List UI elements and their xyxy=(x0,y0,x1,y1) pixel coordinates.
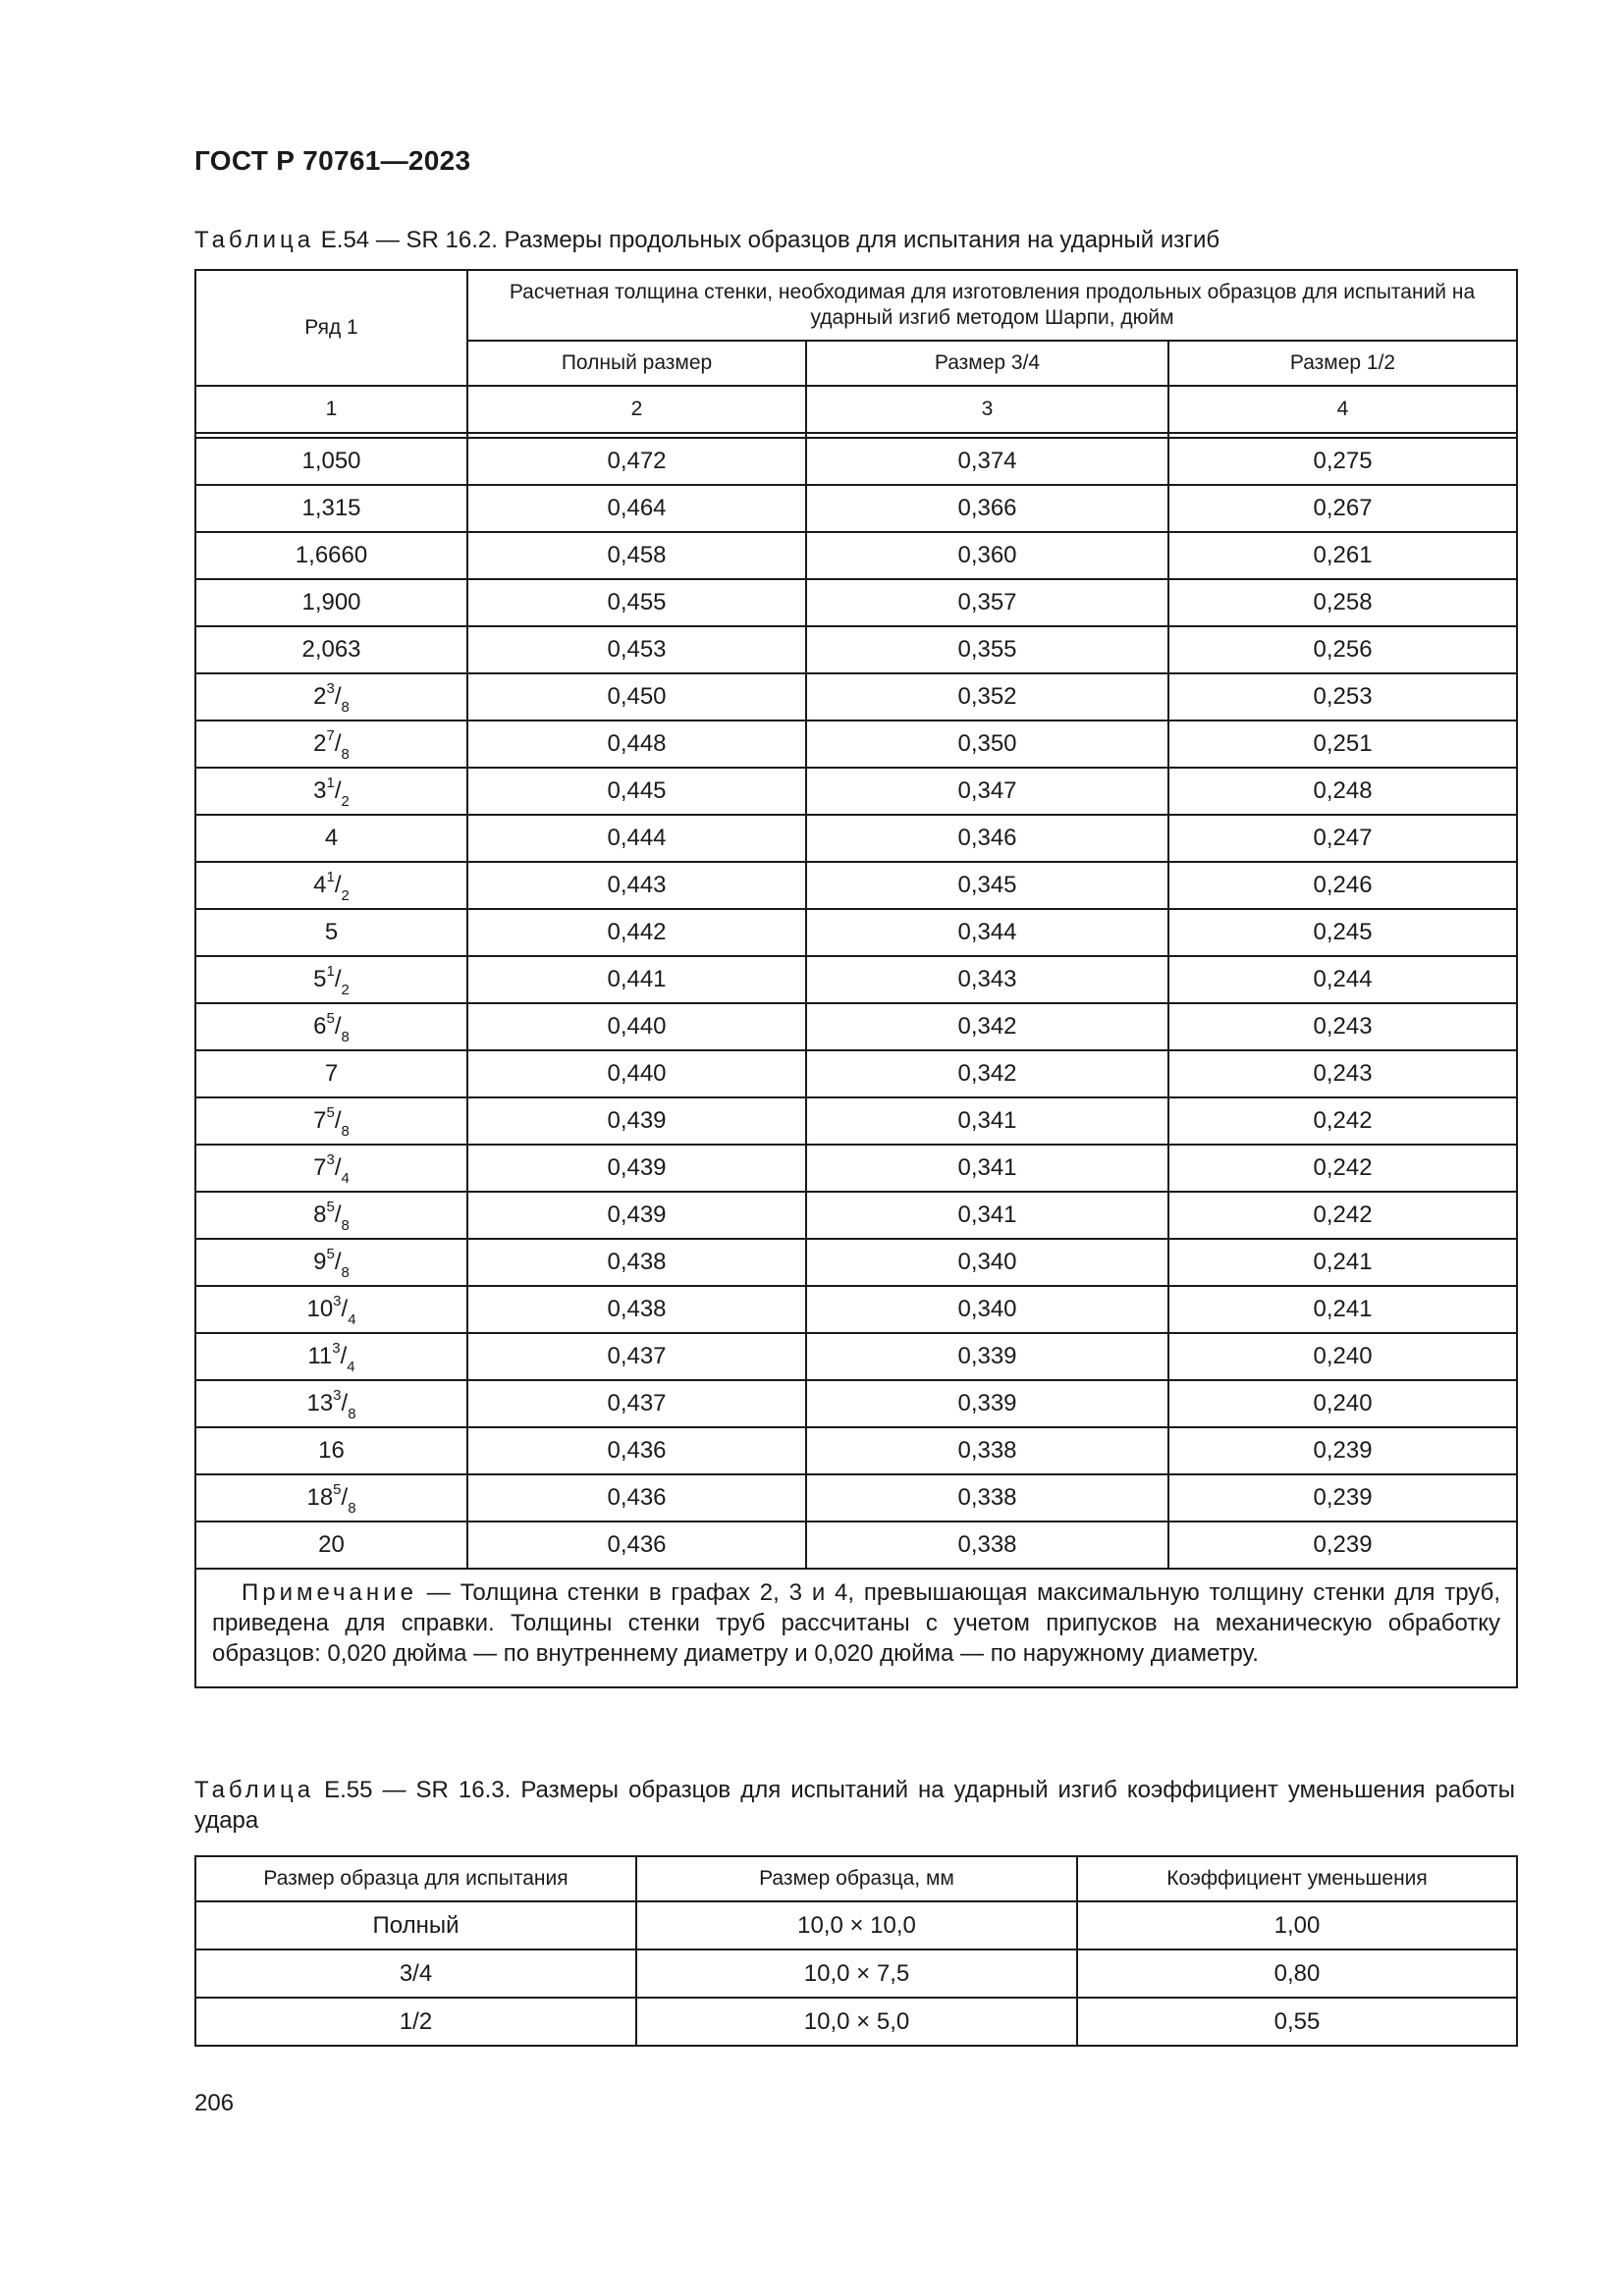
table-row xyxy=(195,1998,1517,2046)
table2-header: Размер образца, мм xyxy=(636,1856,1077,1901)
row-size-cell xyxy=(195,1286,467,1333)
cell-three-quarter: 0,346 xyxy=(806,815,1168,862)
cell-half: 0,275 xyxy=(1168,438,1517,485)
cell-full: 0,437 xyxy=(467,1333,806,1380)
row-size-whole: 1,315 xyxy=(301,495,361,521)
cell-three-quarter: 0,341 xyxy=(806,1145,1168,1192)
cell-three-quarter: 0,360 xyxy=(806,532,1168,579)
cell-full: 0,472 xyxy=(467,438,806,485)
row-size-whole: 4 xyxy=(313,872,327,898)
table1-note-text: — Толщина стенки в графах 2, 3 и 4, превышающая максимальную толщину стенки для труб, приведена для справки. Толщины стенки труб рассчитаны с учетом припусков на механическую обработку образцов: 0,020 дюйма — по внутреннему диаметру и 0,020 дюйма — по наружному диаметру. xyxy=(212,1579,1501,1667)
cell-three-quarter: 0,342 xyxy=(806,1050,1168,1097)
row-size-cell xyxy=(195,909,467,956)
row-size-numerator: 3 xyxy=(326,680,335,697)
cell-full: 0,445 xyxy=(467,768,806,815)
row-size-whole: 18 xyxy=(306,1484,334,1511)
cell-full: 0,436 xyxy=(467,1474,806,1522)
row-size-denominator: 8 xyxy=(341,1217,350,1234)
table1-subheader-full: Полный размер xyxy=(467,341,806,386)
fraction-slash: / xyxy=(334,1154,342,1181)
cell-half: 0,239 xyxy=(1168,1427,1517,1474)
row-size-numerator: 3 xyxy=(326,1151,335,1168)
cell-three-quarter: 0,338 xyxy=(806,1474,1168,1522)
table-row xyxy=(195,626,1517,673)
cell-full: 0,453 xyxy=(467,626,806,673)
cell-half: 0,267 xyxy=(1168,485,1517,532)
row-size-cell xyxy=(195,438,467,485)
cell-half: 0,240 xyxy=(1168,1380,1517,1427)
row-size-denominator: 2 xyxy=(341,793,350,810)
table2-caption-prefix: Таблица xyxy=(194,1777,315,1803)
table-row xyxy=(195,1239,1517,1286)
table1-subheader-three-quarter: Размер 3/4 xyxy=(806,341,1168,386)
cell-full: 0,437 xyxy=(467,1380,806,1427)
row-size-numerator: 1 xyxy=(326,963,335,980)
table-row xyxy=(195,1380,1517,1427)
cell-full: 0,464 xyxy=(467,485,806,532)
table2-body xyxy=(195,1901,1517,2046)
cell-half: 0,239 xyxy=(1168,1522,1517,1569)
table-row xyxy=(195,579,1517,626)
row-size-whole: 1,050 xyxy=(301,448,361,474)
table-row xyxy=(195,1333,1517,1380)
row-size-whole: 9 xyxy=(313,1249,327,1275)
cell-three-quarter: 0,338 xyxy=(806,1522,1168,1569)
fraction-slash: / xyxy=(341,1390,349,1416)
cell-half: 0,253 xyxy=(1168,673,1517,721)
table1-row-header: Ряд 1 xyxy=(195,270,467,386)
row-size-whole: 3 xyxy=(313,777,327,804)
cell-full: 0,442 xyxy=(467,909,806,956)
row-size-whole: 7 xyxy=(313,1154,327,1181)
table1-caption xyxy=(194,225,1510,255)
row-size-whole: 6 xyxy=(313,1013,327,1040)
cell-full: 0,439 xyxy=(467,1145,806,1192)
row-size-numerator: 5 xyxy=(326,1104,335,1121)
row-size-cell xyxy=(195,1474,467,1522)
table-row xyxy=(195,1003,1517,1050)
row-size-whole: 7 xyxy=(313,1107,327,1134)
table2-header: Коэффициент уменьшения xyxy=(1077,1856,1517,1901)
cell-three-quarter: 0,345 xyxy=(806,862,1168,909)
row-size-whole: 4 xyxy=(324,825,339,851)
cell-full: 0,455 xyxy=(467,579,806,626)
cell-half: 0,241 xyxy=(1168,1239,1517,1286)
fraction-slash: / xyxy=(334,966,342,992)
fraction-slash: / xyxy=(334,1249,342,1275)
row-size-numerator: 7 xyxy=(326,727,335,744)
table1-column-number: 2 xyxy=(467,386,806,433)
table-row xyxy=(195,815,1517,862)
row-size-numerator: 3 xyxy=(333,1293,342,1309)
table-row xyxy=(195,1145,1517,1192)
fraction-slash: / xyxy=(334,1013,342,1040)
cell-half: 0,243 xyxy=(1168,1050,1517,1097)
row-size-numerator: 1 xyxy=(326,774,335,791)
row-size-denominator: 8 xyxy=(348,1406,356,1422)
table2-header: Размер образца для испытания xyxy=(195,1856,636,1901)
cell-full: 0,458 xyxy=(467,532,806,579)
table1-caption-prefix: Таблица xyxy=(194,227,315,253)
row-size-cell xyxy=(195,1427,467,1474)
table2-cell: 0,80 xyxy=(1077,1949,1517,1998)
row-size-cell xyxy=(195,1239,467,1286)
cell-three-quarter: 0,344 xyxy=(806,909,1168,956)
row-size-denominator: 8 xyxy=(341,699,350,716)
row-size-whole: 10 xyxy=(306,1296,334,1322)
table-row xyxy=(195,1427,1517,1474)
table-row xyxy=(195,1192,1517,1239)
row-size-numerator: 5 xyxy=(333,1481,342,1498)
row-size-whole: 11 xyxy=(307,1343,333,1369)
cell-half: 0,245 xyxy=(1168,909,1517,956)
row-size-cell xyxy=(195,1192,467,1239)
row-size-cell xyxy=(195,1003,467,1050)
table-row xyxy=(195,862,1517,909)
table2-caption xyxy=(194,1775,1515,1836)
row-size-cell xyxy=(195,956,467,1003)
cell-half: 0,242 xyxy=(1168,1192,1517,1239)
row-size-numerator: 1 xyxy=(326,869,335,885)
table1-note-label: Примечание xyxy=(242,1579,417,1606)
row-size-denominator: 4 xyxy=(341,1170,350,1187)
table1-body xyxy=(195,438,1517,1569)
cell-three-quarter: 0,366 xyxy=(806,485,1168,532)
cell-full: 0,441 xyxy=(467,956,806,1003)
cell-full: 0,436 xyxy=(467,1427,806,1474)
cell-half: 0,242 xyxy=(1168,1145,1517,1192)
table1-column-number: 4 xyxy=(1168,386,1517,433)
table2-cell: 10,0 × 10,0 xyxy=(636,1901,1077,1949)
row-size-cell xyxy=(195,815,467,862)
cell-three-quarter: 0,338 xyxy=(806,1427,1168,1474)
cell-three-quarter: 0,340 xyxy=(806,1286,1168,1333)
cell-half: 0,244 xyxy=(1168,956,1517,1003)
cell-three-quarter: 0,347 xyxy=(806,768,1168,815)
table-row xyxy=(195,1050,1517,1097)
row-size-cell xyxy=(195,485,467,532)
row-size-cell xyxy=(195,532,467,579)
cell-full: 0,450 xyxy=(467,673,806,721)
table2-caption-text: Е.55 — SR 16.3. Размеры образцов для испытаний на ударный изгиб коэффициент уменьшения работы удара xyxy=(194,1777,1515,1834)
fraction-slash: / xyxy=(341,1484,349,1511)
row-size-whole: 1,900 xyxy=(301,589,361,615)
fraction-slash: / xyxy=(334,872,342,898)
row-size-whole: 20 xyxy=(318,1531,345,1558)
cell-full: 0,438 xyxy=(467,1239,806,1286)
row-size-denominator: 8 xyxy=(341,1029,350,1045)
cell-full: 0,448 xyxy=(467,721,806,768)
row-size-cell xyxy=(195,1522,467,1569)
cell-three-quarter: 0,341 xyxy=(806,1097,1168,1145)
row-size-whole: 13 xyxy=(306,1390,334,1416)
row-size-denominator: 4 xyxy=(348,1311,356,1328)
row-size-cell xyxy=(195,673,467,721)
page-number: 206 xyxy=(194,2090,235,2116)
row-size-whole: 16 xyxy=(318,1437,345,1464)
table1-subheader-half: Размер 1/2 xyxy=(1168,341,1517,386)
cell-full: 0,436 xyxy=(467,1522,806,1569)
table2-cell: 10,0 × 5,0 xyxy=(636,1998,1077,2046)
table2-cell: Полный xyxy=(195,1901,636,1949)
table2-cell: 1,00 xyxy=(1077,1901,1517,1949)
row-size-cell xyxy=(195,1097,467,1145)
table1-group-header: Расчетная толщина стенки, необходимая для изготовления продольных образцов для испытаний на ударный изгиб методом Шарпи, дюйм xyxy=(467,270,1517,341)
cell-three-quarter: 0,341 xyxy=(806,1192,1168,1239)
table1-note xyxy=(195,1569,1517,1687)
cell-three-quarter: 0,352 xyxy=(806,673,1168,721)
table-row xyxy=(195,956,1517,1003)
fraction-slash: / xyxy=(334,777,342,804)
row-size-cell xyxy=(195,768,467,815)
row-size-whole: 1,6660 xyxy=(295,542,368,568)
table2-cell: 3/4 xyxy=(195,1949,636,1998)
table-row xyxy=(195,1474,1517,1522)
cell-half: 0,239 xyxy=(1168,1474,1517,1522)
table1-caption-text: Е.54 — SR 16.2. Размеры продольных образцов для испытания на ударный изгиб xyxy=(314,227,1220,253)
row-size-cell xyxy=(195,579,467,626)
row-size-cell xyxy=(195,1050,467,1097)
row-size-whole: 8 xyxy=(313,1201,327,1228)
row-size-cell xyxy=(195,721,467,768)
table-row xyxy=(195,1522,1517,1569)
row-size-denominator: 8 xyxy=(348,1500,356,1517)
table2-cell: 1/2 xyxy=(195,1998,636,2046)
cell-half: 0,240 xyxy=(1168,1333,1517,1380)
row-size-numerator: 5 xyxy=(326,1010,335,1027)
row-size-whole: 5 xyxy=(313,966,327,992)
cell-half: 0,241 xyxy=(1168,1286,1517,1333)
table-row xyxy=(195,1097,1517,1145)
table-row xyxy=(195,438,1517,485)
fraction-slash: / xyxy=(334,1107,342,1134)
row-size-cell xyxy=(195,1145,467,1192)
row-size-whole: 7 xyxy=(324,1060,339,1087)
cell-full: 0,440 xyxy=(467,1050,806,1097)
table-row xyxy=(195,485,1517,532)
cell-half: 0,246 xyxy=(1168,862,1517,909)
row-size-cell xyxy=(195,1333,467,1380)
row-size-denominator: 8 xyxy=(341,1264,350,1281)
cell-three-quarter: 0,340 xyxy=(806,1239,1168,1286)
table1-column-number: 3 xyxy=(806,386,1168,433)
cell-three-quarter: 0,350 xyxy=(806,721,1168,768)
cell-full: 0,439 xyxy=(467,1192,806,1239)
row-size-denominator: 4 xyxy=(347,1359,355,1375)
row-size-whole: 2 xyxy=(313,730,327,757)
fraction-slash: / xyxy=(340,1343,348,1369)
cell-three-quarter: 0,342 xyxy=(806,1003,1168,1050)
row-size-numerator: 3 xyxy=(332,1340,341,1357)
row-size-whole: 5 xyxy=(324,919,339,945)
table-row xyxy=(195,768,1517,815)
fraction-slash: / xyxy=(341,1296,349,1322)
table1 xyxy=(194,269,1518,1688)
row-size-cell xyxy=(195,626,467,673)
table-row xyxy=(195,721,1517,768)
cell-half: 0,258 xyxy=(1168,579,1517,626)
document-header: ГОСТ Р 70761—2023 xyxy=(194,145,471,176)
table-row xyxy=(195,532,1517,579)
cell-three-quarter: 0,357 xyxy=(806,579,1168,626)
table2 xyxy=(194,1855,1518,2047)
row-size-denominator: 8 xyxy=(341,746,350,763)
cell-half: 0,242 xyxy=(1168,1097,1517,1145)
table-row xyxy=(195,1286,1517,1333)
table-row xyxy=(195,673,1517,721)
cell-half: 0,251 xyxy=(1168,721,1517,768)
cell-three-quarter: 0,374 xyxy=(806,438,1168,485)
cell-half: 0,256 xyxy=(1168,626,1517,673)
fraction-slash: / xyxy=(334,1201,342,1228)
row-size-numerator: 3 xyxy=(333,1387,342,1404)
cell-three-quarter: 0,339 xyxy=(806,1380,1168,1427)
cell-full: 0,444 xyxy=(467,815,806,862)
cell-full: 0,443 xyxy=(467,862,806,909)
row-size-whole: 2 xyxy=(313,683,327,710)
table2-cell: 10,0 × 7,5 xyxy=(636,1949,1077,1998)
cell-half: 0,243 xyxy=(1168,1003,1517,1050)
cell-three-quarter: 0,339 xyxy=(806,1333,1168,1380)
table-row xyxy=(195,1949,1517,1998)
row-size-numerator: 5 xyxy=(326,1199,335,1215)
cell-half: 0,247 xyxy=(1168,815,1517,862)
fraction-slash: / xyxy=(334,730,342,757)
cell-three-quarter: 0,355 xyxy=(806,626,1168,673)
row-size-cell xyxy=(195,862,467,909)
cell-full: 0,438 xyxy=(467,1286,806,1333)
table-row xyxy=(195,909,1517,956)
table2-cell: 0,55 xyxy=(1077,1998,1517,2046)
cell-full: 0,440 xyxy=(467,1003,806,1050)
table-row xyxy=(195,1901,1517,1949)
row-size-denominator: 2 xyxy=(341,982,350,998)
row-size-numerator: 5 xyxy=(326,1246,335,1262)
cell-half: 0,248 xyxy=(1168,768,1517,815)
row-size-whole: 2,063 xyxy=(301,636,361,663)
row-size-denominator: 2 xyxy=(341,887,350,904)
cell-full: 0,439 xyxy=(467,1097,806,1145)
cell-half: 0,261 xyxy=(1168,532,1517,579)
row-size-cell xyxy=(195,1380,467,1427)
cell-three-quarter: 0,343 xyxy=(806,956,1168,1003)
row-size-denominator: 8 xyxy=(341,1123,350,1140)
fraction-slash: / xyxy=(334,683,342,710)
table1-column-number: 1 xyxy=(195,386,467,433)
